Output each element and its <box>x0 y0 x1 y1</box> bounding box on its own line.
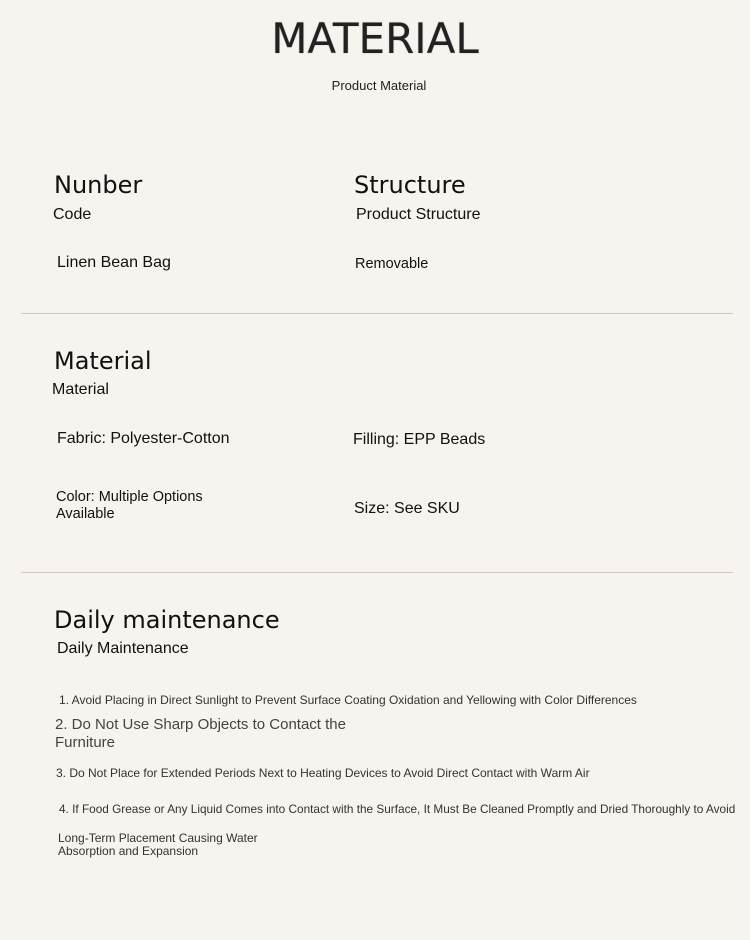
page-title: MATERIAL <box>271 14 479 63</box>
number-value: Linen Bean Bag <box>57 254 171 271</box>
color-value-line2: Available <box>56 506 115 522</box>
number-heading: Nunber <box>54 171 143 199</box>
section-divider-1 <box>21 313 733 314</box>
color-value-line1: Color: Multiple Options <box>56 489 203 505</box>
section-divider-2 <box>21 572 733 573</box>
structure-heading: Structure <box>354 171 466 199</box>
color-value <box>56 489 203 523</box>
maintenance-item-2 <box>55 716 346 752</box>
maintenance-item-4-cont-line1: Long-Term Placement Causing Water <box>58 831 258 845</box>
fabric-value: Fabric: Polyester-Cotton <box>57 430 230 447</box>
material-heading: Material <box>54 347 152 375</box>
filling-value: Filling: EPP Beads <box>353 431 486 448</box>
structure-value: Removable <box>355 256 429 272</box>
material-subheading: Material <box>52 381 109 398</box>
maintenance-item-3: 3. Do Not Place for Extended Periods Next to Heating Devices to Avoid Direct Contact with Warm Air <box>56 766 590 780</box>
size-value: Size: See SKU <box>354 500 460 517</box>
maintenance-item-4: 4. If Food Grease or Any Liquid Comes into Contact with the Surface, It Must Be Cleaned Promptly and Dried Thoroughly to Avoid <box>59 802 736 816</box>
page-subtitle: Product Material <box>331 78 427 93</box>
maintenance-item-2-line1: 2. Do Not Use Sharp Objects to Contact the <box>55 716 346 733</box>
maintenance-item-2-line2: Furniture <box>55 734 116 751</box>
number-subheading: Code <box>53 206 92 223</box>
structure-subheading: Product Structure <box>356 206 481 223</box>
maintenance-heading: Daily maintenance <box>54 606 280 634</box>
maintenance-item-4-cont-line2: Absorption and Expansion <box>58 844 199 858</box>
maintenance-subheading: Daily Maintenance <box>57 640 189 657</box>
maintenance-item-1: 1. Avoid Placing in Direct Sunlight to Prevent Surface Coating Oxidation and Yellowing with Color Differences <box>59 693 637 707</box>
maintenance-item-4-continued <box>58 832 258 858</box>
